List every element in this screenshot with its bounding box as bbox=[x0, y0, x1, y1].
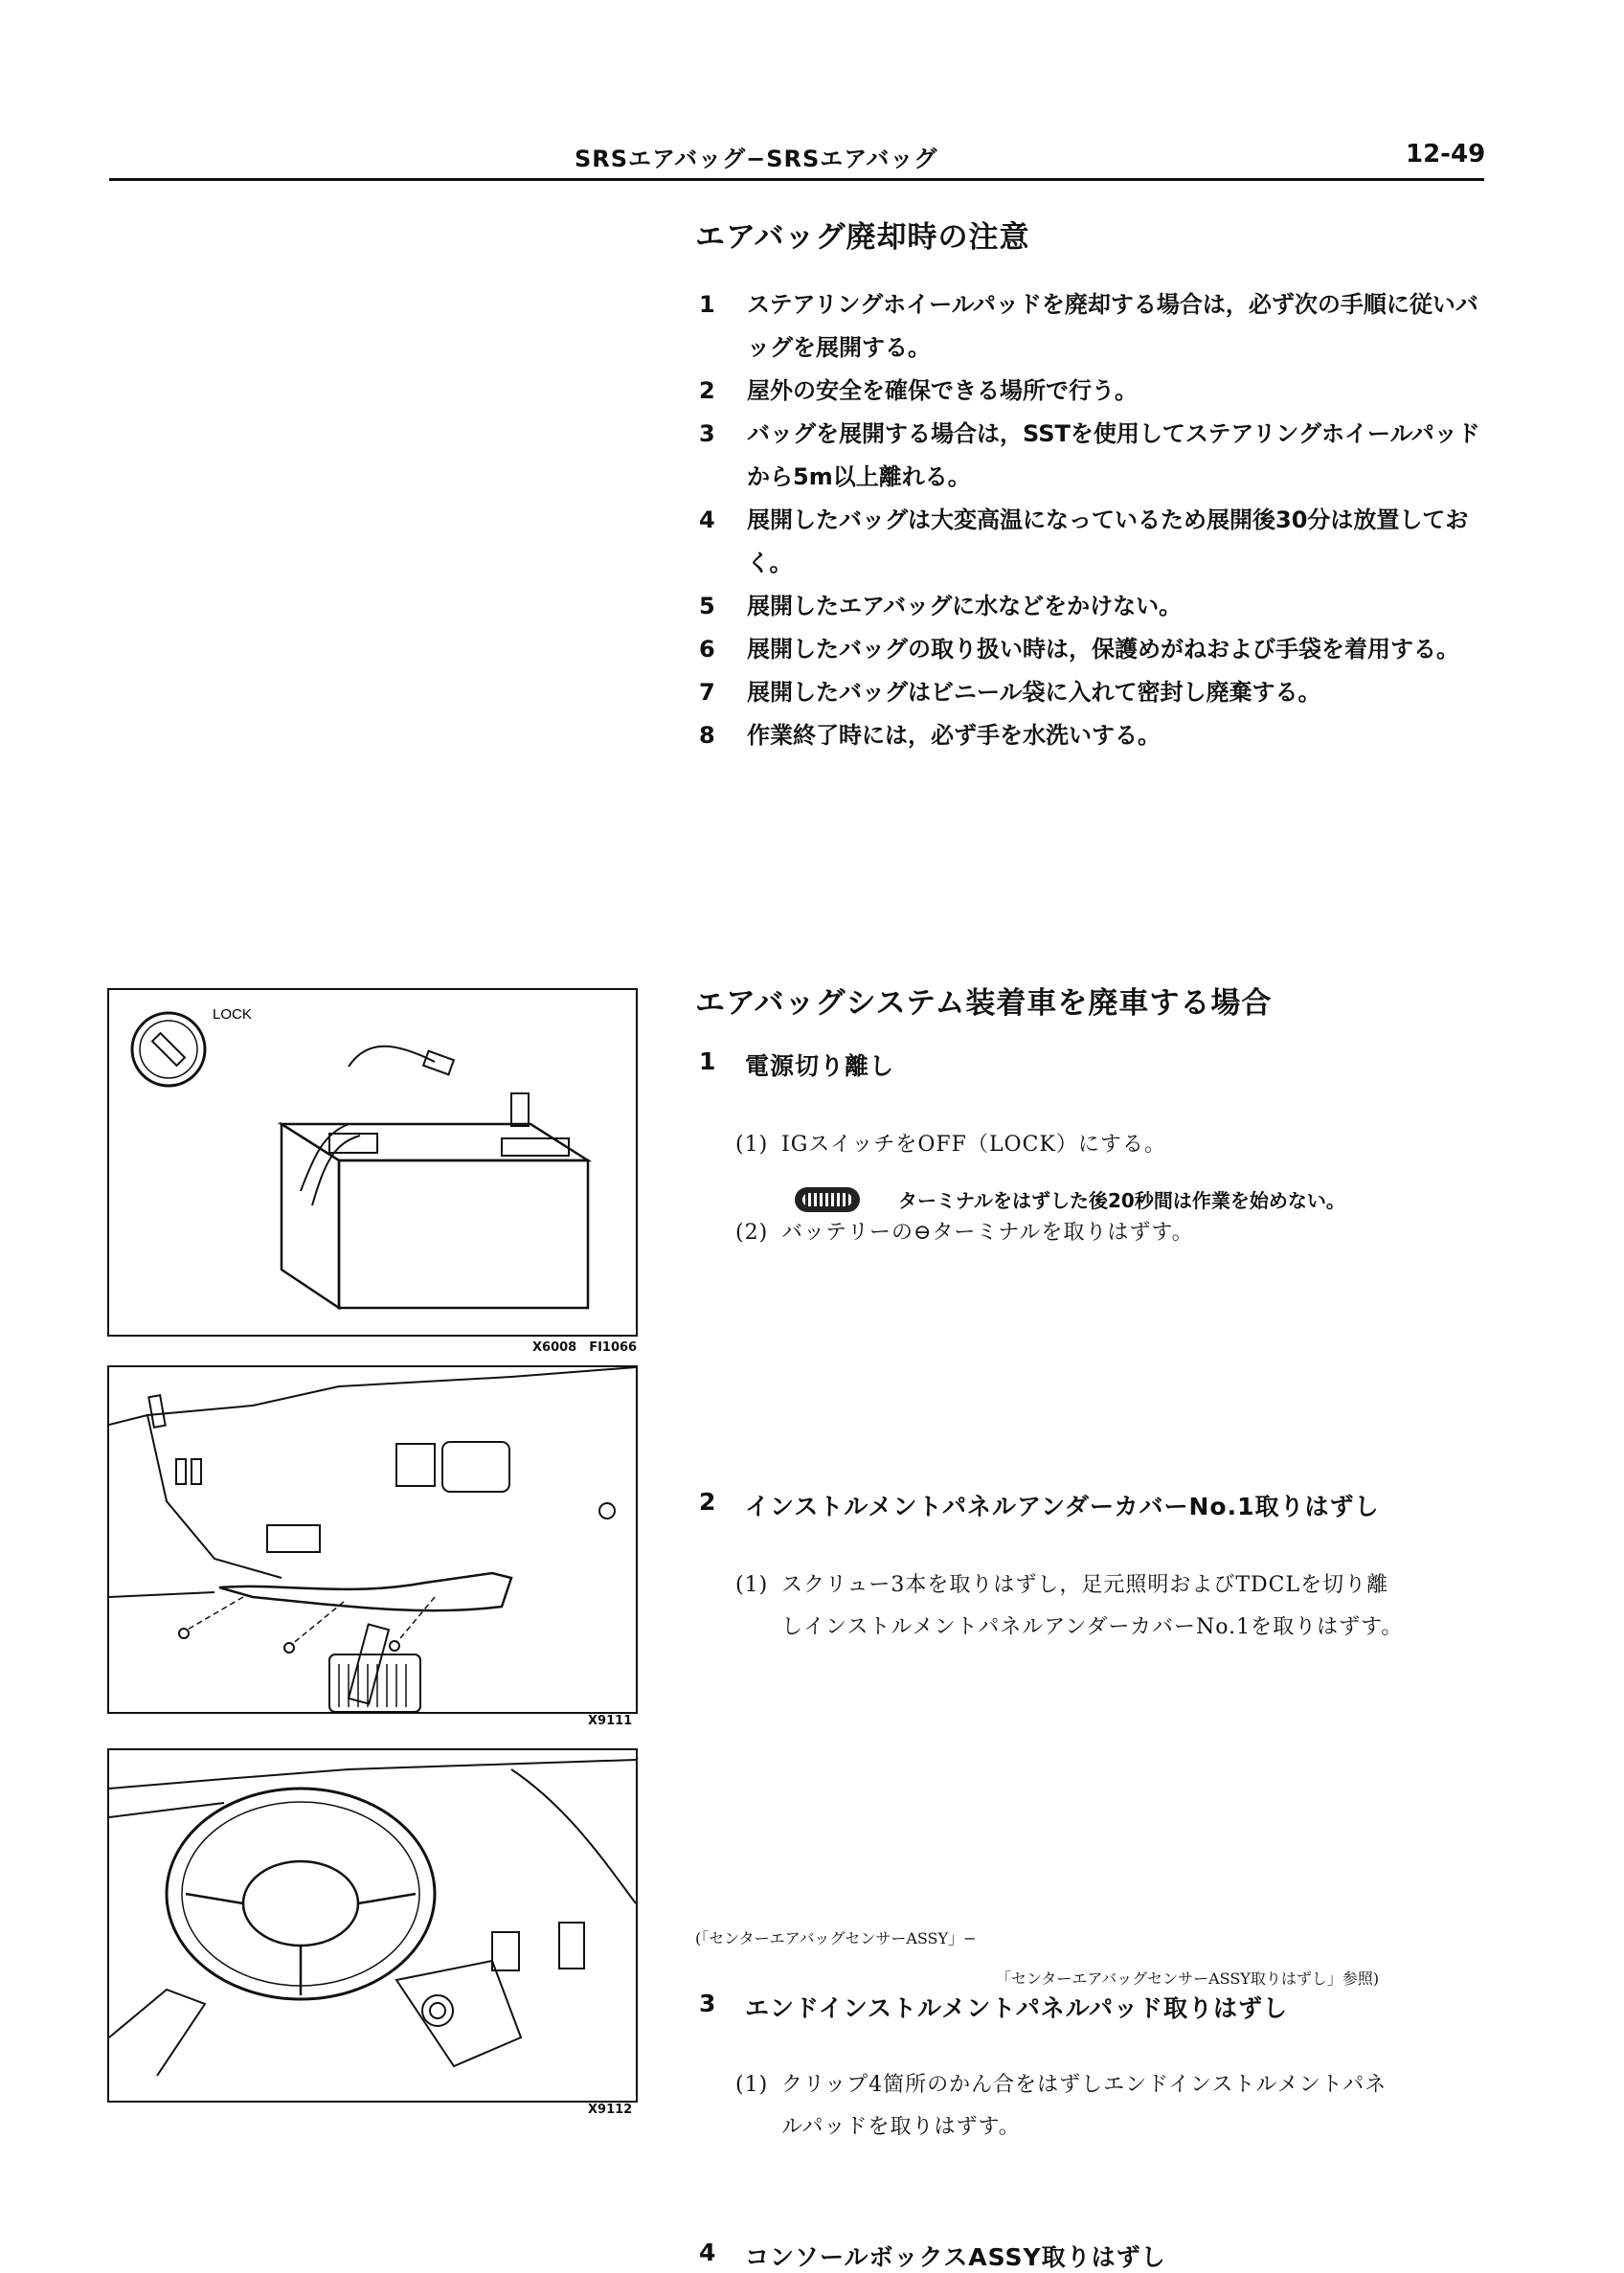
figure3-code: X9112 bbox=[588, 2103, 633, 2117]
step2-title: インストルメントパネルアンダーカバーNo.1取りはずし bbox=[745, 1493, 1380, 1520]
section1-item-number: 3 bbox=[699, 420, 715, 447]
step2-sub1-line2: しインストルメントパネルアンダーカバーNo.1を取りはずす。 bbox=[781, 1615, 1404, 1639]
step3-sub1-line2: ルパッドを取りはずす。 bbox=[781, 2115, 1021, 2139]
section1-item-text: 展開したエアバッグに水などをかけない。 bbox=[747, 593, 1183, 619]
figure2-code: X9111 bbox=[588, 1714, 633, 1728]
figure-under-cover bbox=[107, 1365, 638, 1714]
section1-title: エアバッグ廃却時の注意 bbox=[695, 220, 1030, 255]
step1-sub2 bbox=[735, 1212, 1624, 1254]
section1-item-number: 1 bbox=[699, 291, 715, 318]
step1-sub1-text: IGスイッチをOFF（LOCK）にする。 bbox=[781, 1133, 1166, 1157]
section1-item-number: 8 bbox=[699, 722, 715, 749]
section1-item-text: 展開したバッグの取り扱い時は，保護めがねおよび手袋を着用する。 bbox=[747, 636, 1459, 663]
figure-battery bbox=[107, 988, 638, 1337]
step1-sub2-number: (2) bbox=[735, 1221, 769, 1245]
section1-item-text: 作業終了時には，必ず手を水洗いする。 bbox=[747, 722, 1161, 749]
section2-title: エアバッグシステム装着車を廃車する場合 bbox=[695, 986, 1273, 1021]
steering-illustration bbox=[109, 1750, 636, 2101]
battery-illustration bbox=[109, 990, 636, 1335]
step3-sub1 bbox=[735, 2064, 1538, 2149]
step1-sub1 bbox=[735, 1124, 1624, 1166]
section1-item bbox=[699, 413, 1488, 499]
section1-item-number: 4 bbox=[699, 506, 715, 533]
section1-item bbox=[699, 499, 1488, 585]
step1-note-text: ターミナルをはずした後20秒間は作業を始めない。 bbox=[898, 1189, 1345, 1212]
step1-sub1-number: (1) bbox=[735, 1133, 769, 1157]
step2-sub1-line1: スクリュー3本を取りはずし，足元照明およびTDCLを切り離 bbox=[781, 1573, 1389, 1597]
section1-item bbox=[699, 671, 1488, 714]
section1-item bbox=[699, 283, 1488, 370]
section1-item-number: 2 bbox=[699, 377, 715, 404]
section1-item-text: 展開したバッグは大変高温になっているため展開後30分は放置しておく。 bbox=[747, 506, 1469, 576]
section1-item bbox=[699, 714, 1488, 757]
step1-heading bbox=[699, 1047, 1624, 1082]
section1-item-text: ステアリングホイールパッドを廃却する場合は，必ず次の手順に従いバッグを展開する。 bbox=[747, 291, 1478, 361]
step3-sub1-line1: クリップ4箇所のかん合をはずしエンドインストルメントパネ bbox=[781, 2073, 1387, 2097]
step1-number: 1 bbox=[699, 1047, 717, 1075]
step4-ref2: 「センターエアバッグセンサーASSY取りはずし」参照) bbox=[996, 1969, 1380, 1988]
header-rule bbox=[109, 178, 1484, 181]
step1-title: 電源切り離し bbox=[745, 1052, 895, 1080]
section1-item bbox=[699, 628, 1488, 671]
section1-item-number: 7 bbox=[699, 679, 715, 706]
page-number: 12-49 bbox=[1406, 140, 1486, 169]
figure-steering bbox=[107, 1748, 638, 2103]
step4-heading bbox=[699, 2239, 1624, 2273]
step2-sub1-number: (1) bbox=[735, 1573, 769, 1597]
step4-number: 4 bbox=[699, 2239, 717, 2266]
step2-sub1 bbox=[735, 1564, 1538, 1649]
section1-list bbox=[699, 283, 1488, 757]
step3-sub1-number: (1) bbox=[735, 2073, 769, 2097]
figure1-code: X6008 FI1066 bbox=[532, 1340, 638, 1355]
section1-item-text: バッグを展開する場合は，SSTを使用してステアリングホイールパッドから5m以上離れる。 bbox=[747, 420, 1480, 490]
section1-item-text: 屋外の安全を確保できる場所で行う。 bbox=[747, 377, 1138, 404]
section1-item bbox=[699, 370, 1488, 413]
step1-sub2-text: バッテリーの⊖ターミナルを取りはずす。 bbox=[781, 1221, 1194, 1245]
header-title: SRSエアバッグ−SRSエアバッグ bbox=[575, 146, 938, 172]
lock-label: LOCK bbox=[213, 1006, 252, 1023]
step4-title: コンソールボックスASSY取りはずし bbox=[745, 2243, 1166, 2271]
step3-title: エンドインストルメントパネルパッド取りはずし bbox=[745, 1994, 1289, 2022]
step1-note bbox=[795, 1185, 1345, 1213]
under-cover-illustration bbox=[109, 1367, 636, 1712]
section1-item bbox=[699, 585, 1488, 628]
section1-item-text: 展開したバッグはビニール袋に入れて密封し廃棄する。 bbox=[747, 679, 1321, 706]
step2-number: 2 bbox=[699, 1488, 717, 1516]
section1-item-number: 5 bbox=[699, 593, 715, 619]
caution-icon bbox=[795, 1187, 860, 1212]
step2-heading bbox=[699, 1488, 1624, 1522]
step4-ref1: (「センターエアバッグセンサーASSY」− bbox=[695, 1929, 977, 1947]
step3-number: 3 bbox=[699, 1990, 717, 2017]
step3-heading bbox=[699, 1990, 1624, 2024]
section1-item-number: 6 bbox=[699, 636, 715, 663]
